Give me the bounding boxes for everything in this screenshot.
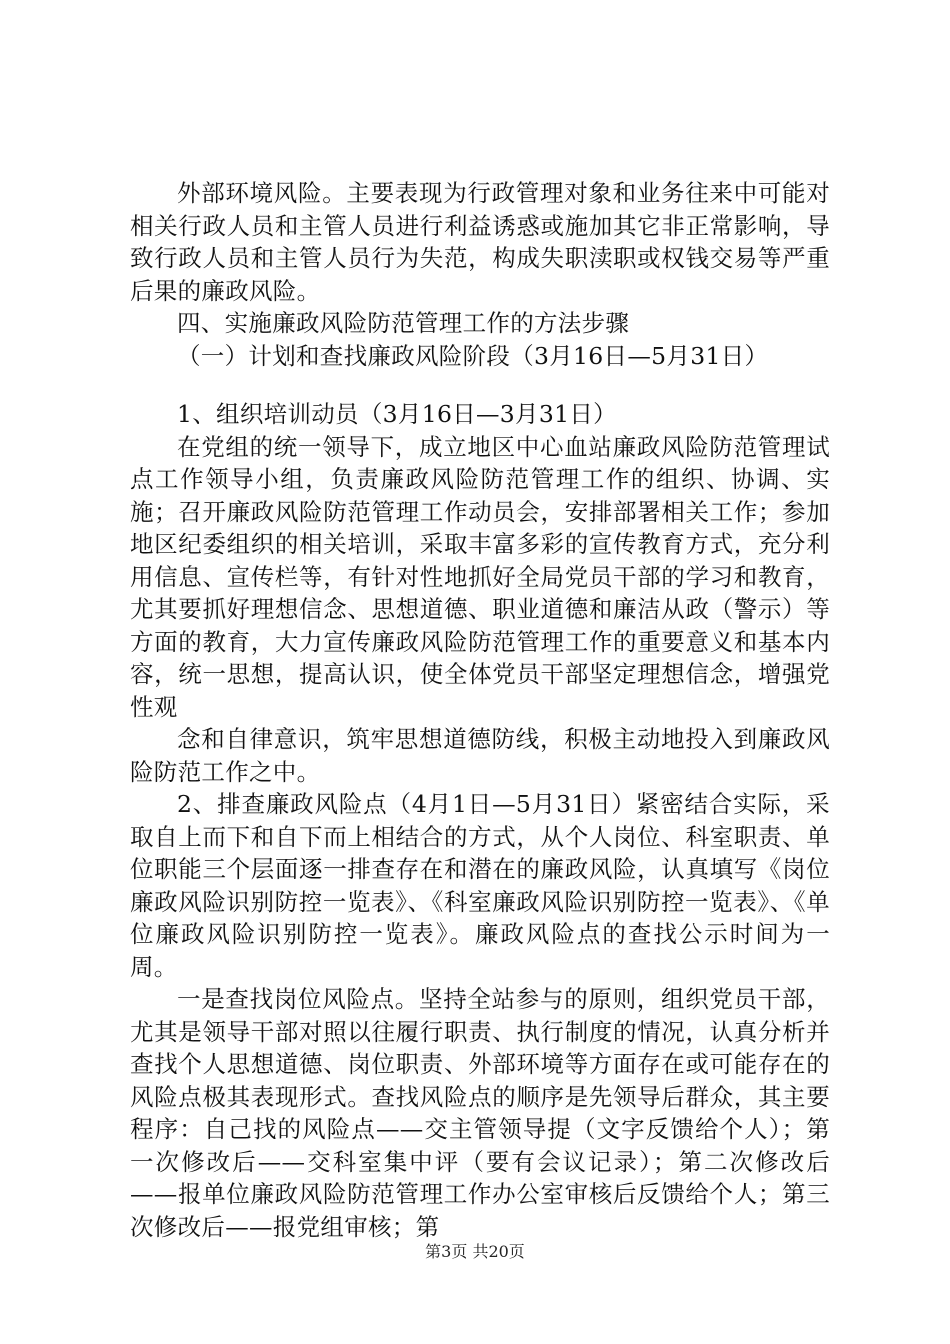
- paragraph-risk-points: 2、排查廉政风险点（4月1日—5月31日）紧密结合实际，采取自上而下和自下而上相结合的方式，从个人岗位、科室职责、单位职能三个层面逐一排查存在和潜在的廉政风险，认真填写《岗位廉政风险识别防控一览表》、《科室廉政风险识别防控一览表》、《单位廉政风险识别防控一览表》。廉政风险点的查找公示时间为一周。: [130, 790, 830, 981]
- paragraph-external-risk: 外部环境风险。主要表现为行政管理对象和业务往来中可能对相关行政人员和主管人员进行利益诱惑或施加其它非正常影响，导致行政人员和主管人员行为失范，构成失职渎职或权钱交易等严重后果的廉政风险。: [130, 179, 830, 305]
- paragraph-training: 在党组的统一领导下，成立地区中心血站廉政风险防范管理试点工作领导小组，负责廉政风险防范管理工作的组织、协调、实施；召开廉政风险防范管理工作动员会，安排部署相关工作；参加地区纪委组织的相关培训，采取丰富多彩的宣传教育方式，充分利用信息、宣传栏等，有针对性地抓好全局党员干部的学习和教育，尤其要抓好理想信念、思想道德、职业道德和廉洁从政（警示）等方面的教育，大力宣传廉政风险防范管理工作的重要意义和基本内容，统一思想，提高认识，使全体党员干部坚定理想信念，增强党性观: [130, 432, 830, 721]
- document-body: [130, 177, 830, 1243]
- paragraph-post-risk: 一是查找岗位风险点。坚持全站参与的原则，组织党员干部，尤其是领导干部对照以往履行职责、执行制度的情况，认真分析并查找个人思想道德、岗位职责、外部环境等方面存在或可能存在的风险点极其表现形式。查找风险点的顺序是先领导后群众，其主要程序：自己找的风险点——交主管领导提（文字反馈给个人）；第一次修改后——交科室集中评（要有会议记录）；第二次修改后——报单位廉政风险防范管理工作办公室审核后反馈给个人；第三次修改后——报党组审核；第: [130, 985, 830, 1241]
- subsection-heading-one: （一）计划和查找廉政风险阶段（3月16日—5月31日）: [177, 341, 769, 370]
- item-heading-training: 1、组织培训动员（3月16日—3月31日）: [177, 400, 617, 428]
- paragraph-training-continued: 念和自律意识，筑牢思想道德防线，积极主动地投入到廉政风险防范工作之中。: [130, 725, 830, 786]
- page-footer: 第3页 共20页: [425, 1242, 525, 1261]
- section-heading-four: 四、实施廉政风险防范管理工作的方法步骤: [177, 309, 630, 337]
